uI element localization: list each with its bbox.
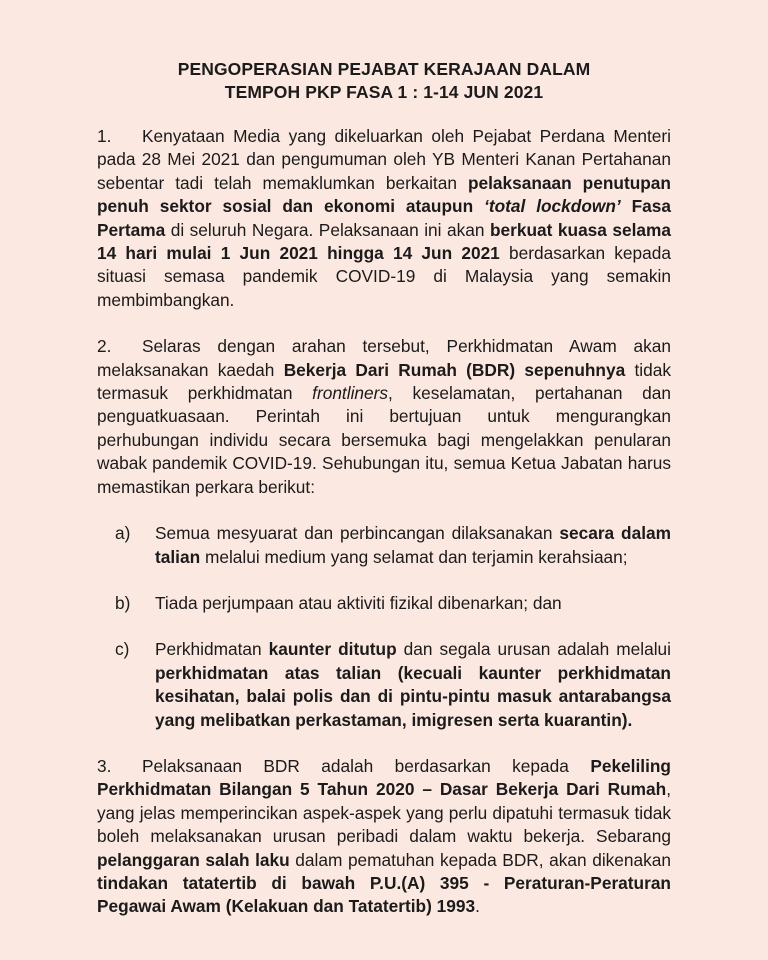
paragraph-number: 3. bbox=[97, 755, 112, 776]
paragraph-text: dalam pematuhan kepada BDR, akan dikenakan bbox=[289, 849, 672, 870]
title-line-1: PENGOPERASIAN PEJABAT KERAJAAN DALAM bbox=[177, 59, 591, 79]
italic-text: frontliners bbox=[312, 383, 389, 404]
list-item-c bbox=[115, 638, 671, 732]
bold-text: tindakan tatatertib di bawah P.U.(A) 395 - Peraturan-Peraturan Pegawai Awam (Kelakuan dan Tatatertib) 1993 bbox=[97, 872, 671, 917]
bold-text: Bekerja Dari Rumah (BDR) sepenuhnya bbox=[283, 359, 626, 380]
title-line-2: TEMPOH PKP FASA 1 : 1-14 JUN 2021 bbox=[224, 82, 544, 102]
paragraph-text: Pelaksanaan BDR adalah berdasarkan kepada bbox=[142, 755, 591, 776]
paragraph-text: Selaras dengan arahan tersebut, Perkhidmatan Awam akan melaksanakan kaedah bbox=[97, 336, 671, 380]
paragraph-text: , yang jelas memperincikan aspek-aspek yang perlu dipatuhi termasuk tidak boleh melaksanakan urusan peribadi dalam waktu bekerja. Sebarang bbox=[97, 779, 671, 847]
document-title bbox=[97, 58, 671, 104]
list-text: dan segala urusan adalah melalui bbox=[396, 639, 671, 660]
list-marker: a) bbox=[115, 523, 131, 544]
list-text: Semua mesyuarat dan perbincangan dilaksanakan bbox=[155, 523, 560, 544]
paragraph-3 bbox=[97, 755, 671, 919]
bold-text: berkuat kuasa selama 14 hari mulai 1 Jun 2021 hingga 14 Jun 2021 bbox=[97, 219, 672, 264]
paragraph-number: 1. bbox=[97, 126, 112, 146]
bold-text: Pekeliling Perkhidmatan Bilangan 5 Tahun 2020 – Dasar Bekerja Dari Rumah bbox=[97, 755, 671, 800]
list-text: melalui medium yang selamat dan terjamin kerahsiaan; bbox=[200, 546, 628, 567]
paragraph-1 bbox=[97, 125, 671, 312]
list-text: Tiada perjumpaan atau aktiviti fizikal dibenarkan; dan bbox=[155, 592, 562, 613]
paragraph-text: di seluruh Negara. Pelaksanaan ini akan bbox=[165, 219, 490, 240]
paragraph-text: . bbox=[475, 896, 480, 917]
paragraph-text: Kenyataan Media yang dikeluarkan oleh Pejabat Perdana Menteri pada 28 Mei 2021 dan pengumuman oleh YB Menteri Kanan Pertahanan sebentar tadi telah memaklumkan berkaitan bbox=[97, 126, 671, 193]
bold-text: pelanggaran salah laku bbox=[97, 849, 290, 870]
list-item-a bbox=[115, 522, 671, 569]
list-marker: b) bbox=[115, 592, 131, 613]
bold-italic-text: ‘total lockdown’ bbox=[484, 196, 621, 217]
paragraph-number: 2. bbox=[97, 336, 112, 357]
paragraph-2 bbox=[97, 335, 671, 499]
paragraph-text: , keselamatan, pertahanan dan penguatkuasaan. Perintah ini bertujuan untuk mengurangkan perhubungan individu secara bersemuka bagi mengelakkan penularan wabak pandemik COVID-19. Sehubungan itu, semua Ketua Jabatan harus memastikan perkara berikut: bbox=[97, 383, 671, 497]
list-item-b bbox=[115, 592, 671, 615]
bold-text: secara dalam talian bbox=[155, 523, 671, 567]
paragraph-text: tidak termasuk perkhidmatan bbox=[97, 359, 671, 404]
paragraph-text: berdasarkan kepada situasi semasa pandemik COVID-19 di Malaysia yang semakin membimbangkan. bbox=[97, 243, 671, 310]
list-text: Perkhidmatan bbox=[155, 639, 269, 660]
bold-text: kaunter ditutup bbox=[268, 639, 397, 660]
bold-text: pelaksanaan penutupan penuh sektor sosial dan ekonomi ataupun bbox=[97, 172, 671, 217]
list-marker: c) bbox=[115, 639, 130, 660]
bold-text: Fasa Pertama bbox=[97, 196, 671, 240]
bold-text: perkhidmatan atas talian (kecuali kaunter perkhidmatan kesihatan, balai polis dan di pintu-pintu masuk antarabangsa yang melibatkan perkastaman, imigresen serta kuarantin). bbox=[155, 662, 671, 730]
